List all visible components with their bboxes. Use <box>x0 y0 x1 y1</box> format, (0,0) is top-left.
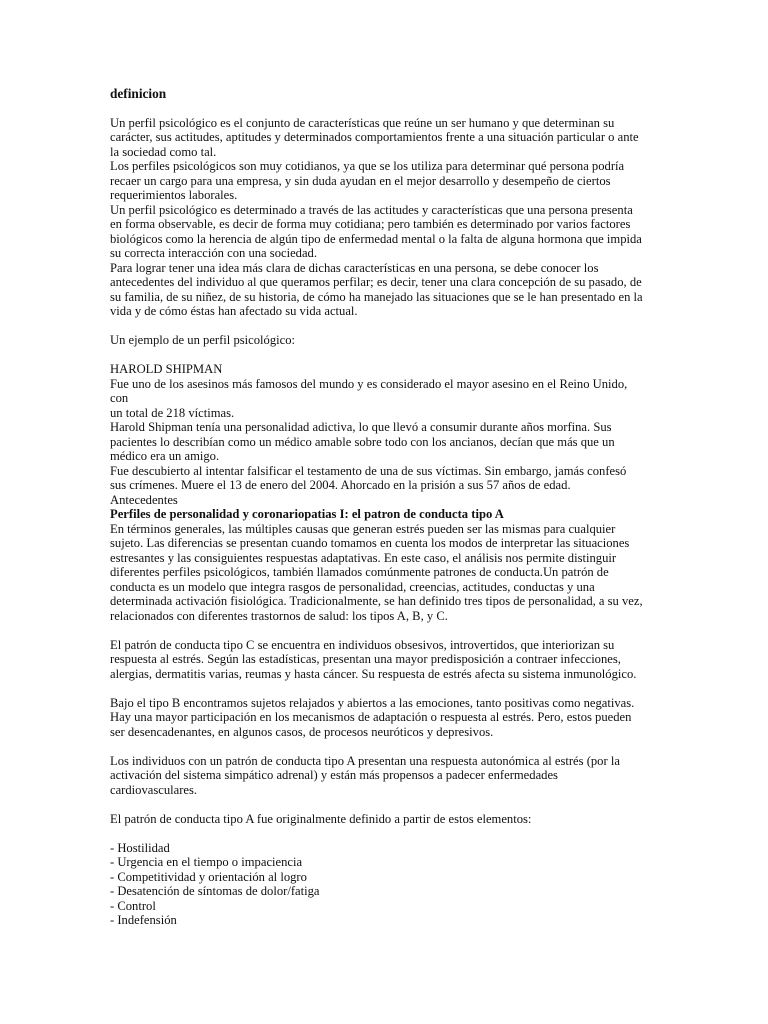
text-line: en forma observable, es decir de forma muy cotidiana; pero también es determinado por varios factores <box>110 217 631 231</box>
list-item: - Indefensión <box>110 913 177 927</box>
paragraph-type-c <box>110 638 728 682</box>
text-line: Bajo el tipo B encontramos sujetos relajados y abiertos a las emociones, tanto positivas como negativas. <box>110 695 635 710</box>
list-item: - Competitividad y orientación al logro <box>110 869 307 884</box>
text-line: activación del sistema simpático adrenal) y están más propensos a padecer enfermedades <box>110 768 558 782</box>
text-line: Harold Shipman tenía una personalidad adictiva, lo que llevó a consumir durante años morfina. Sus <box>110 420 612 434</box>
text-line: Un perfil psicológico es determinado a través de las actitudes y características que una persona presenta <box>110 202 633 217</box>
text-line: con <box>110 391 129 405</box>
text-line: Fue uno de los asesinos más famosos del mundo y es considerado el mayor asesino en el Reino Unido, <box>110 376 628 391</box>
text-line: Fue descubierto al intentar falsificar el testamento de una de sus víctimas. Sin embargo, jamás confesó <box>110 463 627 478</box>
paragraph-stress <box>110 522 728 624</box>
shipman-title: HAROLD SHIPMAN <box>110 362 223 376</box>
text-line: ser desencadenantes, en algunos casos, de procesos neuróticos y depresivos. <box>110 724 494 739</box>
example-intro: Un ejemplo de un perfil psicológico: <box>110 333 296 347</box>
document-heading: definicion <box>110 86 167 101</box>
text-line: estresantes y las consiguientes respuestas adaptativas. En este caso, el análisis nos permite distinguir <box>110 550 617 565</box>
text-line: recaer un cargo para una empresa, y sin duda ayudan en el mejor desarrollo y desempeño de ciertos <box>110 173 611 188</box>
paragraph-type-b <box>110 696 728 740</box>
text-line: Los perfiles psicológicos son muy cotidianos, ya que se los utiliza para determinar qué persona podría <box>110 159 625 173</box>
list-item: - Urgencia en el tiempo o impaciencia <box>110 855 303 869</box>
text-line: vida y de cómo éstas han afectado su vida actual. <box>110 304 358 318</box>
list-item: - Hostilidad <box>110 840 170 855</box>
list-item: - Desatención de síntomas de dolor/fatiga <box>110 884 320 898</box>
text-line: su correcta interacción con una sociedad. <box>110 246 317 260</box>
text-line: un total de 218 víctimas. <box>110 405 235 420</box>
text-line: Un perfil psicológico es el conjunto de características que reúne un ser humano y que determinan su <box>110 115 615 130</box>
text-line: biológicos como la herencia de algún tipo de enfermedad mental o la falta de alguna hormona que impida <box>110 231 642 246</box>
paragraph-shipman <box>110 377 728 508</box>
text-line: relacionados con diferentes trastornos de salud: los tipos A, B, y C. <box>110 608 448 623</box>
text-line: El patrón de conducta tipo C se encuentra en individuos obsesivos, introvertidos, que interiorizan su <box>110 637 615 652</box>
text-line: antecedentes del individuo al que queramos perfilar; es decir, tener una clara concepción de su pasado, de <box>110 275 642 289</box>
text-line: Para lograr tener una idea más clara de dichas características en una persona, se debe conocer los <box>110 260 599 275</box>
text-line: su familia, de su niñez, de su historia, de cómo ha manejado las situaciones que se le han presentado en la <box>110 289 643 304</box>
text-line: Hay una mayor participación en los mecanismos de adaptación o respuesta al estrés. Pero, estos pueden <box>110 710 632 724</box>
text-line: requerimientos laborales. <box>110 188 238 202</box>
text-line: carácter, sus actitudes, aptitudes y determinados comportamientos frente a una situación particular o ante <box>110 130 639 144</box>
text-line: cardiovasculares. <box>110 782 198 797</box>
text-line: alergias, dermatitis varias, reumas y hasta cáncer. Su respuesta de estrés afecta su sistema inmunológico. <box>110 666 637 681</box>
text-line: diferentes perfiles psicológicos, también llamados comúnmente patrones de conducta.Un patrón de <box>110 565 609 579</box>
text-line: En términos generales, las múltiples causas que generan estrés pueden ser las mismas para cualquier <box>110 521 616 536</box>
list-intro: El patrón de conducta tipo A fue originalmente definido a partir de estos elementos: <box>110 811 532 826</box>
elements-list <box>110 841 728 928</box>
text-line: médico era un amigo. <box>110 449 220 463</box>
paragraph-type-a <box>110 754 728 798</box>
text-line: Antecedentes <box>110 492 178 507</box>
text-line: sujeto. Las diferencias se presentan cuando tomamos en cuenta los modos de interpretar las situaciones <box>110 536 630 550</box>
section-title: Perfiles de personalidad y coronariopatias I: el patron de conducta tipo A <box>110 507 504 521</box>
list-item: - Control <box>110 898 156 913</box>
text-line: respuesta al estrés. Según las estadísticas, presentan una mayor predisposición a contraer infecciones, <box>110 652 621 666</box>
text-line: Los individuos con un patrón de conducta tipo A presentan una respuesta autonómica al estrés (por la <box>110 753 620 768</box>
text-line: la sociedad como tal. <box>110 144 217 159</box>
text-line: determinada activación fisiológica. Tradicionalmente, se han definido tres tipos de personalidad, a su vez, <box>110 594 643 608</box>
text-line: conducta es un modelo que integra rasgos de personalidad, creencias, actitudes, conductas y una <box>110 579 595 594</box>
text-line: sus crímenes. Muere el 13 de enero del 2004. Ahorcado en la prisión a sus 57 años de edad. <box>110 478 571 492</box>
paragraph-definition <box>110 116 728 319</box>
text-line: pacientes lo describían como un médico amable sobre todo con los ancianos, decían que más que un <box>110 434 615 449</box>
